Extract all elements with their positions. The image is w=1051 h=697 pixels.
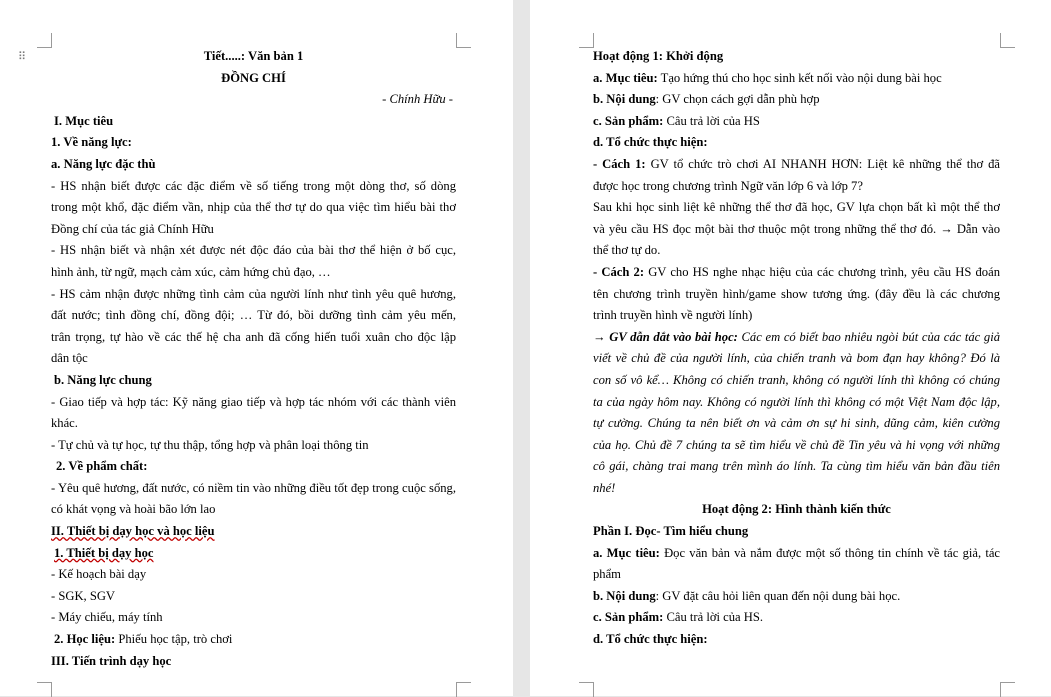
paragraph-line: được học trong chương trình Ngữ văn lớp 6 và lớp 7? (593, 178, 863, 193)
section-heading: III. Tiến trình dạy học (51, 653, 172, 668)
paragraph-line: trong một khổ, đặc điểm vần, nhịp của thể thơ tự do qua việc tìm hiểu bài thơ (51, 200, 456, 215)
paragraph-line: - Cách 1: GV tổ chức trò chơi AI NHANH HƠN: Liệt kê những thể thơ đã (593, 156, 1000, 171)
paragraph-line: c. Sản phẩm: Câu trả lời của HS. (593, 610, 764, 625)
section-heading: II. Thiết bị dạy học và học liệu (51, 524, 215, 539)
paragraph-line: - HS nhận biết và nhận xét được nét độc đáo của bài thơ thể hiện ở bố cục, (51, 243, 456, 258)
section-heading: Phần I. Đọc- Tìm hiểu chung (593, 524, 749, 539)
paragraph-line: - Giao tiếp và hợp tác: Kỹ năng giao tiếp và hợp tác nhóm với các thành viên (51, 394, 456, 409)
margin-corner-mark (456, 682, 471, 697)
paragraph-line: - HS nhận biết được các đặc điểm về số tiếng trong một dòng thơ, số dòng (51, 178, 456, 193)
paragraph-line: hình ảnh, từ ngữ, mạch cảm xúc, cảm hứng chủ đạo, … (51, 264, 331, 279)
subsection-heading: 2. Học liệu: Phiếu học tập, trò chơi (54, 632, 233, 647)
activity-heading: Hoạt động 2: Hình thành kiến thức (702, 502, 891, 517)
margin-corner-mark (456, 33, 471, 48)
paragraph-line: c. Sản phẩm: Câu trả lời của HS (593, 113, 760, 128)
paragraph-line: viết về chủ đề của người lính, của chiến tranh và bom đạn hay không? Đó là (593, 351, 1000, 366)
section-heading: I. Mục tiêu (54, 113, 114, 128)
paragraph-line: có khát vọng và hoài bão lớn lao (51, 502, 216, 517)
subsection-heading: 2. Về phẩm chất: (56, 459, 148, 474)
paragraph-line: b. Nội dung: GV chọn cách gợi dẫn phù hợp (593, 92, 820, 107)
paragraph-line: của họ. Chủ đề 7 chúng ta sẽ tìm hiểu về chủ đề Tin yêu và hi vọng với những (593, 437, 1000, 452)
drag-handle-icon[interactable]: ⠿ (18, 50, 28, 63)
paragraph-line: tên chương trình truyền hình/game show tương ứng. (đây đều là các chương (593, 286, 1000, 301)
margin-corner-mark (37, 33, 52, 48)
margin-corner-mark (1000, 682, 1015, 697)
paragraph-line: - HS cảm nhận được những tình cảm của người lính như tình yêu quê hương, (51, 286, 456, 301)
margin-corner-mark (579, 682, 594, 697)
lesson-title: Tiết.....: Văn bản 1 (203, 49, 304, 63)
poem-title: ĐỒNG CHÍ (221, 70, 286, 85)
paragraph-line: d. Tổ chức thực hiện: (593, 632, 708, 647)
paragraph-line: nhé! (593, 480, 616, 495)
paragraph-line: dân tộc (51, 351, 88, 366)
paragraph-line: - Cách 2: GV cho HS nghe nhạc hiệu của các chương trình, yêu cầu HS đoán (593, 264, 1000, 279)
paragraph-line: Đồng chí của tác giả Chính Hữu (51, 221, 214, 236)
list-item: - Kế hoạch bài dạy (51, 567, 147, 582)
list-item: - Máy chiếu, máy tính (51, 610, 163, 625)
margin-corner-mark (1000, 33, 1015, 48)
paragraph-line: thể thơ tự do. (593, 243, 661, 258)
paragraph-line: đất nước; tình đồng chí, đồng đội; … Từ đó, bồi dưỡng tình cảm yêu mến, (51, 308, 456, 323)
paragraph-line: Sau khi học sinh liệt kê những thể thơ đã học, GV lựa chọn bất kì một thể thơ (593, 200, 1000, 215)
list-item: - SGK, SGV (51, 588, 116, 603)
page-content (51, 46, 456, 672)
paragraph-line: phẩm (593, 567, 621, 582)
paragraph-line: và yêu cầu HS đọc một bài thơ thuộc một trong những thể thơ đó. → Dẫn vào (593, 221, 1000, 236)
paragraph-line: - Yêu quê hương, đất nước, có niềm tin vào những điều tốt đẹp trong cuộc sống, (51, 480, 456, 495)
document-page-right (530, 0, 1051, 696)
subsection-heading: a. Năng lực đặc thù (51, 156, 156, 171)
activity-heading: Hoạt động 1: Khởi động (593, 49, 724, 63)
paragraph-line: khác. (51, 416, 78, 431)
paragraph-line: ta của ngày hôm nay. Không có người lính thì không có một Việt Nam độc lập, (593, 394, 1000, 409)
paragraph-line: cô gái, chàng trai mang trên mình áo lính. Ta cùng tìm hiểu văn bản đầu tiên (593, 459, 1000, 474)
author-line: - Chính Hữu - (382, 92, 453, 107)
paragraph-line: a. Mục tiêu: Tạo hứng thú cho học sinh kết nối vào nội dung bài học (593, 70, 942, 85)
paragraph-line: → GV dẫn dắt vào bài học: Các em có biết bao nhiêu ngòi bút của các tác giả (593, 329, 1000, 344)
paragraph-line: a. Mục tiêu: Đọc văn bản và nắm được một số thông tin chính về tác giả, tác (593, 545, 1000, 560)
document-page-left (0, 0, 513, 696)
paragraph-line: trình truyền hình về người lính) (593, 308, 753, 323)
paragraph-line: con số vô kể… Không có chiến tranh, không có người lính thì không có chúng (593, 372, 1000, 387)
subsection-heading: 1. Về năng lực: (51, 135, 132, 150)
paragraph-line: trân trọng, tự hào về các thế hệ cha anh đã cống hiến tuổi xuân cho độc lập (51, 329, 456, 344)
paragraph-line: b. Nội dung: GV đặt câu hỏi liên quan đến nội dung bài học. (593, 588, 901, 603)
margin-corner-mark (37, 682, 52, 697)
paragraph-line: tự cường. Chúng ta nên biết ơn và cảm ơn sự hi sinh, dũng cảm, kiên cường (593, 416, 1000, 431)
paragraph-line: - Tự chủ và tự học, tự thu thập, tổng hợp và phân loại thông tin (51, 437, 369, 452)
subsection-heading: 1. Thiết bị dạy học (54, 545, 154, 560)
paragraph-line: d. Tổ chức thực hiện: (593, 135, 708, 150)
subsection-heading: b. Năng lực chung (54, 372, 152, 387)
margin-corner-mark (579, 33, 594, 48)
page-content (593, 46, 1000, 651)
